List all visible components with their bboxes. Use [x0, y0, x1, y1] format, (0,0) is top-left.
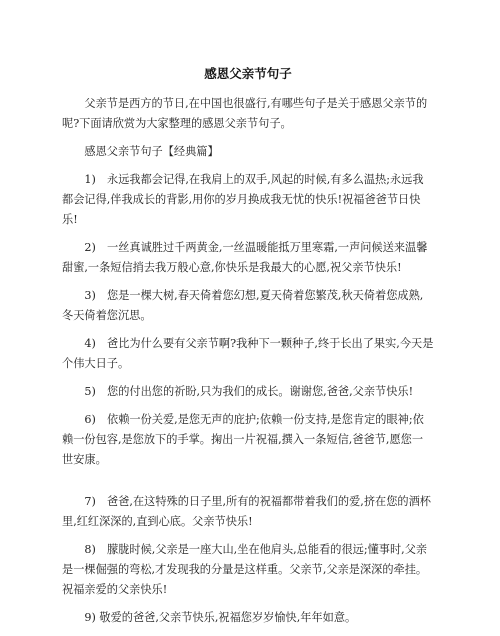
article [62, 65, 434, 636]
quote-item-8: 8) 朦胧时候,父亲是一座大山,坐在他肩头,总能看的很远;懂事时,父亲是一棵倔强的弯松,才发现我的分量是这样重。父亲节,父亲是深深的牵挂。祝福亲爱的父亲快乐! [62, 543, 428, 596]
quote-item-3: 3) 您是一棵大树,春天倚着您幻想,夏天倚着您繁茂,秋天倚着您成熟,冬天倚着您沉思。 [62, 289, 424, 322]
intro-paragraph: 父亲节是西方的节日,在中国也很盛行,有哪些句子是关于感恩父亲节的呢?下面请欣赏为大家整理的感恩父亲节句子。 [62, 97, 428, 130]
section-heading: 感恩父亲节句子【经典篇】 [84, 145, 219, 158]
quote-item-9: 9) 敬爱的爸爸,父亲节快乐,祝福您岁岁愉快,年年如意。 [84, 611, 357, 624]
quote-item-2: 2) 一丝真诚胜过千两黄金,一丝温暖能抵万里寒霜,一声问候送来温馨甜蜜,一条短信捎去我万般心意,你快乐是我最大的心愿,祝父亲节快乐! [62, 241, 428, 274]
quote-item-5: 5) 您的付出您的祈盼,只为我们的成长。谢谢您,爸爸,父亲节快乐! [84, 385, 414, 398]
quote-item-4: 4) 爸比为什么要有父亲节啊?我种下一颗种子,终于长出了果实,今天是个伟大日子。 [62, 337, 434, 370]
article-title: 感恩父亲节句子 [204, 66, 292, 81]
quote-item-7: 7) 爸爸,在这特殊的日子里,所有的祝福都带着我们的爱,挤在您的酒杯里,红红深深的,直到心底。父亲节快乐! [62, 495, 431, 528]
quote-item-1: 1) 永远我都会记得,在我肩上的双手,风起的时候,有多么温热;永远我都会记得,伴我成长的背影,用你的岁月换成我无忧的快乐!祝福爸爸节日快乐! [62, 173, 424, 226]
quote-item-6: 6) 依赖一份关爱,是您无声的庇护;依赖一份支持,是您肯定的眼神;依赖一份包容,是您放下的手掌。掬出一片祝福,撰入一条短信,爸爸节,愿您一世安康。 [62, 413, 424, 466]
